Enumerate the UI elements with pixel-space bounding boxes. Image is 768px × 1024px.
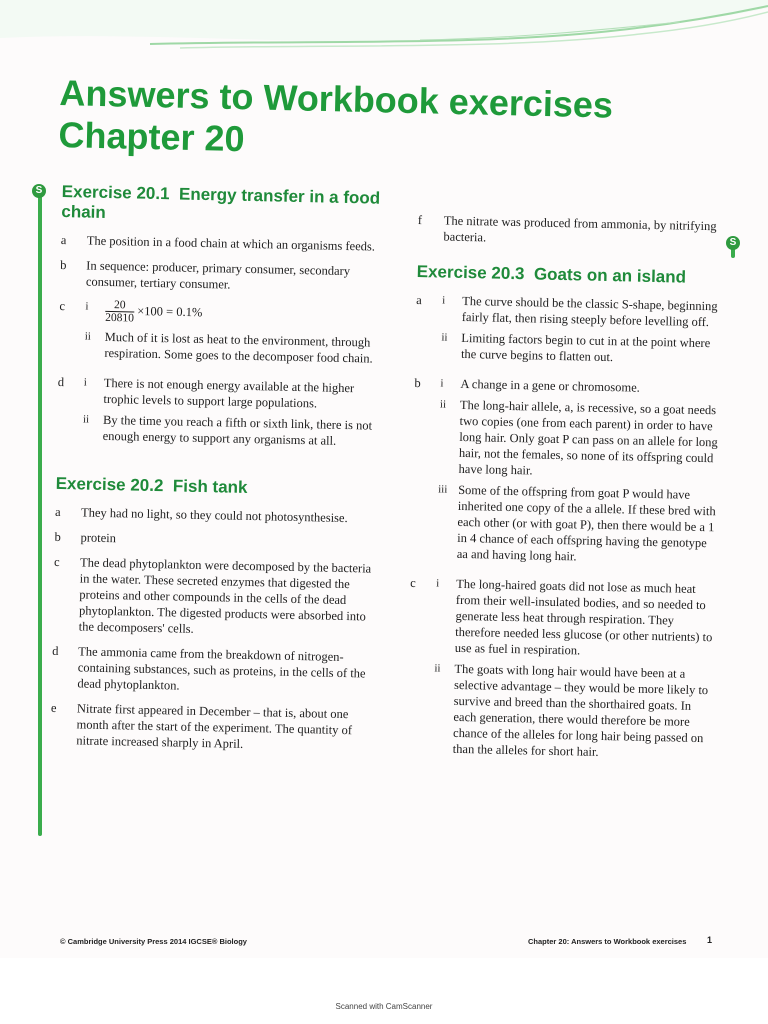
sub-label: ii [439, 398, 447, 411]
ex3-c-ii [433, 660, 714, 762]
ex3-b-i [440, 376, 719, 398]
item-letter: b [54, 529, 61, 545]
item-text: protein [80, 530, 117, 546]
ex1-item-d [56, 374, 387, 455]
ex1-d-i [83, 375, 388, 413]
ex1-d-ii [83, 411, 388, 449]
sub-text: A change in a gene or chromosome. [460, 376, 640, 395]
footer-copyright: © Cambridge University Press 2014 IGCSE® Biology [60, 937, 247, 946]
ex1-item-c [58, 298, 389, 372]
right-column [406, 212, 723, 776]
calculation-result: ×100 = 0.1% [137, 303, 203, 320]
item-letter: f [417, 212, 423, 228]
ex3-item-b [411, 375, 720, 572]
item-letter: c [410, 575, 416, 591]
exercise-20-3-name: Goats on an island [533, 264, 687, 287]
left-column [50, 182, 392, 764]
ex2-item-b [54, 529, 384, 552]
fraction [105, 299, 134, 325]
sub-label: i [440, 377, 444, 390]
ex2-item-f [417, 212, 723, 250]
ex2-item-e [50, 700, 381, 755]
item-letter: c [53, 554, 60, 570]
item-letter: b [414, 375, 421, 391]
exercise-20-2-number: Exercise 20.2 [55, 473, 164, 496]
ex1-item-a [61, 232, 391, 255]
item-letter: b [60, 257, 67, 273]
sub-text: The long-hair allele, a, is recessive, so a goat needs two copies (one from each parent) in order to have long hair. Only goat P can pass on an allele for long hair, not the females, so none of its offspring could have long hair. [458, 397, 718, 478]
title-line-2: Chapter 20 [58, 113, 246, 160]
fraction-denominator: 20810 [105, 311, 135, 325]
sub-text: The long-haired goats did not lose as much heat from their well-insulated bodies, and so needed to generate less heat through respiration. They therefore needed less glucose (or other nutrients) to use as fuel in respiration. [454, 576, 713, 658]
item-text: The dead phytoplankton were decomposed by the bacteria in the water. These secreted enzymes that digested the proteins and other compounds in the cells of the dead phytoplankton. The digested products were absorbed into the decomposers' cells. [78, 555, 372, 636]
exercise-20-2-name: Fish tank [172, 476, 248, 497]
item-letter: e [50, 700, 57, 715]
footer-chapter-title: Chapter 20: Answers to Workbook exercises [528, 937, 687, 946]
ex3-a-ii [441, 330, 721, 368]
page-title [58, 72, 613, 169]
left-margin-bar [38, 192, 42, 836]
ex3-a-i [442, 293, 722, 331]
sub-text: The goats with long hair would have been at a selective advantage – they would be more likely to survive and breed than the shorthaired goats. In each generation, there would therefore be more chance of the alleles for long hair being passed on than the alleles for short hair. [452, 661, 709, 759]
section-badge-left: S [32, 184, 46, 198]
sub-text: By the time you reach a fifth or sixth link, there is not enough energy to support any organisms at all. [102, 412, 373, 448]
item-letter: c [59, 298, 66, 314]
ex3-b-iii [437, 481, 718, 567]
sub-text: The curve should be the classic S-shape, beginning fairly flat, then rising steeply before levelling off. [461, 293, 718, 330]
item-letter: a [54, 504, 61, 520]
ex2-item-c [53, 554, 385, 641]
sub-label: ii [434, 662, 441, 675]
item-text: The position in a food chain at which an organisms feeds. [86, 233, 376, 254]
item-text: The nitrate was produced from ammonia, by nitrifying bacteria. [443, 213, 717, 245]
header-swoosh-decoration [0, 0, 768, 70]
ex1-c-i [85, 299, 389, 330]
item-text: They had no light, so they could not photosynthesise. [80, 505, 348, 526]
fraction-numerator: 20 [105, 299, 134, 313]
sub-label: iii [438, 483, 448, 496]
item-letter: d [57, 374, 65, 390]
exercise-20-3-number: Exercise 20.3 [416, 261, 525, 284]
ex3-c-i [435, 575, 716, 661]
ex2-item-d [51, 643, 382, 698]
footer-page-number: 1 [707, 935, 713, 945]
item-letter: a [60, 232, 67, 248]
sub-label: ii [84, 330, 92, 343]
ex3-item-a [415, 292, 721, 372]
item-text: In sequence: producer, primary consumer, secondary consumer, tertiary consumer. [85, 258, 351, 292]
sub-text: Some of the offspring from goat P would have inherited one copy of the a allele. If these bred with each other (or with goat P), then there would be a 1 in 4 chance of each offspring having the genotype aa and having long hair. [456, 482, 716, 564]
exercise-20-3-heading [417, 262, 722, 288]
sub-label: i [442, 294, 446, 307]
item-letter: a [416, 292, 422, 308]
ex3-b-ii [438, 397, 719, 483]
ex1-c-ii [84, 329, 389, 367]
scanner-watermark: Scanned with CamScanner [335, 1002, 433, 1011]
sub-label: i [436, 577, 440, 590]
exercise-20-2-heading [55, 474, 385, 501]
item-letter: d [52, 643, 59, 659]
sub-text: Much of it is lost as heat to the environment, through respiration. Some goes to the decomposer food chain. [104, 329, 373, 366]
sub-text: Limiting factors begin to cut in at the point where the curve begins to flatten out. [460, 330, 711, 365]
exercise-20-1-number: Exercise 20.1 [61, 182, 170, 204]
sub-label: i [85, 300, 89, 313]
exercise-20-1-heading [61, 182, 392, 229]
item-text: The ammonia came from the breakdown of nitrogen-containing substances, such as proteins, in the cells of the dead phytoplankton. [77, 644, 366, 693]
ex2-item-a [55, 504, 385, 527]
item-text: Nitrate first appeared in December – that is, about one month after the start of the experiment. The quantity of nitrate increased sharply in April. [76, 701, 353, 751]
ex1-item-b [60, 257, 391, 296]
sub-label: ii [82, 413, 90, 426]
section-badge-right: S [726, 236, 740, 250]
sub-label: ii [441, 331, 448, 344]
fraction-calculation [105, 299, 389, 330]
sub-label: i [83, 376, 87, 389]
ex3-item-c [407, 575, 716, 767]
sub-text: There is not enough energy available at the higher trophic levels to support large populations. [103, 375, 355, 411]
exercise-20-1-name: Energy transfer in a food chain [61, 184, 381, 222]
title-line-1: Answers to Workbook exercises [59, 72, 614, 126]
